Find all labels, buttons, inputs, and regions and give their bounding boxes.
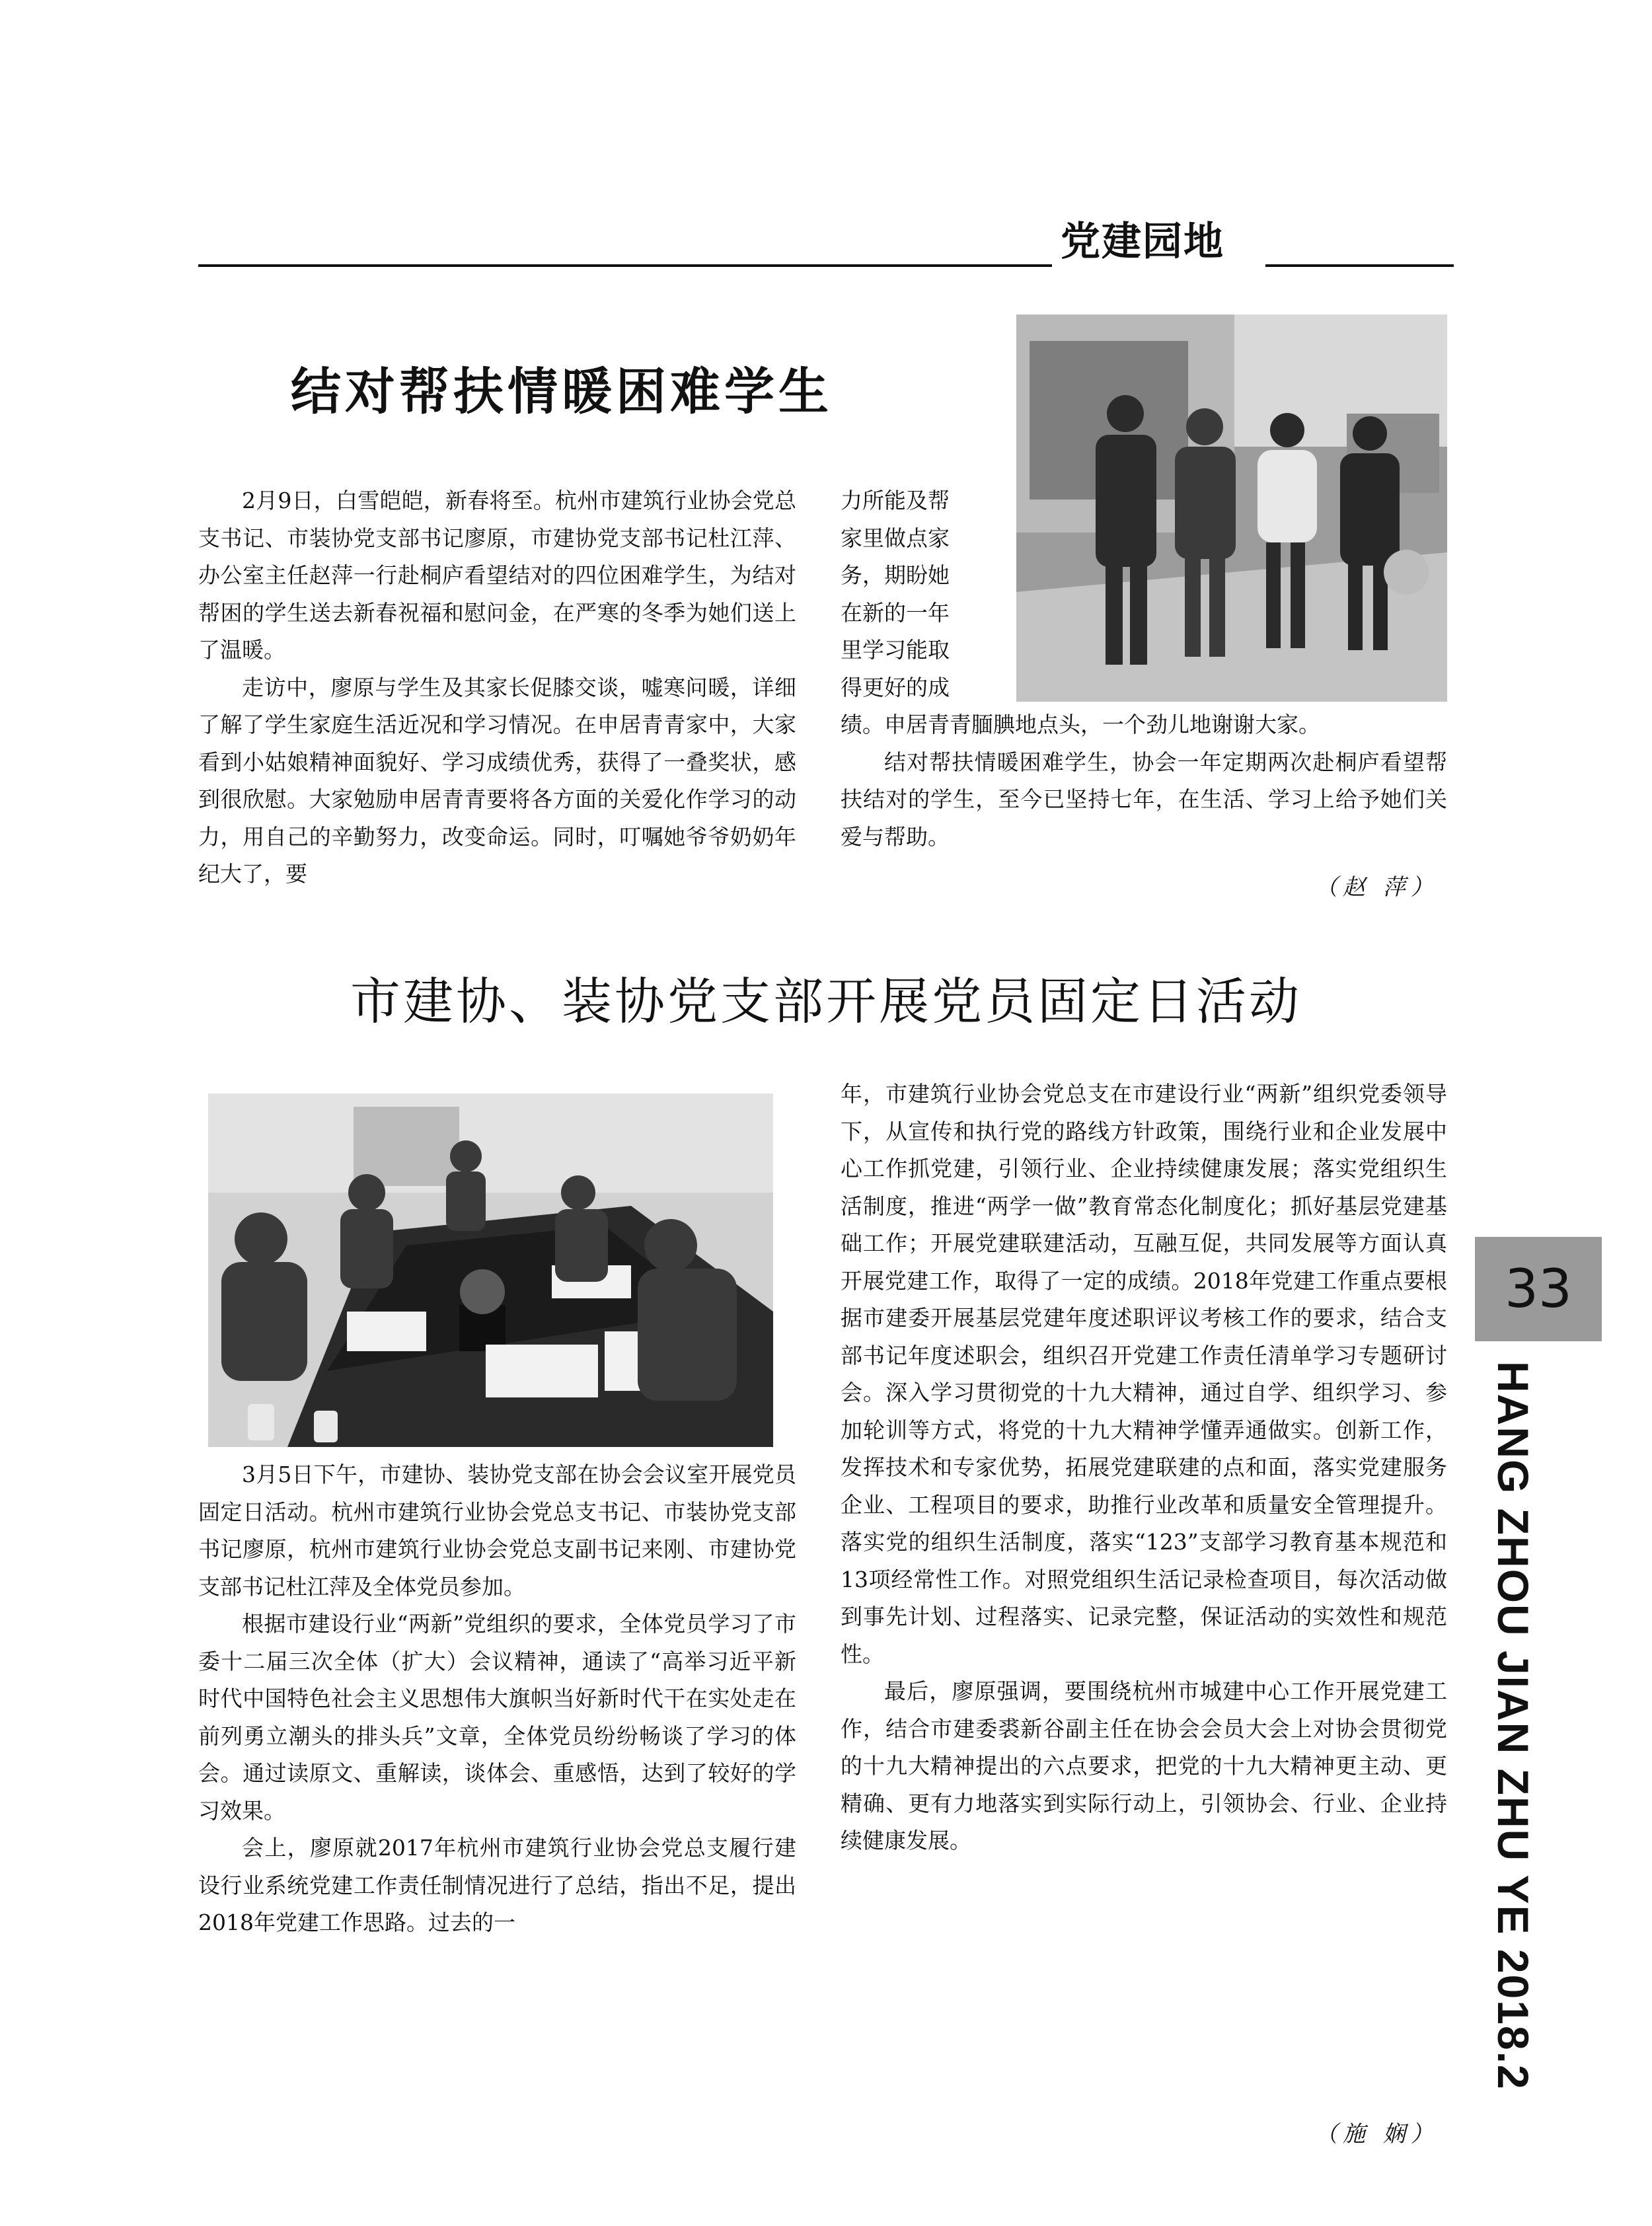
article2-right-column — [841, 1076, 1447, 1860]
article2-paragraph: 3月5日下午，市建协、装协党支部在协会会议室开展党员固定日活动。杭州市建筑行业协会党总支书记、市装协党支部书记廖原，杭州市建筑行业协会党总支副书记来刚、市建协党支部书记杜江萍及全体党员参加。 — [198, 1462, 796, 1600]
article1-paragraph: 结对帮扶情暖困难学生，协会一年定期两次赴桐庐看望帮扶结对的学生，至今已坚持七年，在生活、学习上给予她们关爱与帮助。 — [841, 749, 1447, 850]
article2-title: 市建协、装协党支部开展党员固定日活动 — [350, 972, 1302, 1031]
article1-wrap-line: 里学习能取 — [841, 637, 950, 663]
article1-paragraph: 走访中，廖原与学生及其家长促膝交谈，嘘寒问暖，详细了解了学生家庭生活近况和学习情况。在申居青青家中，大家看到小姑娘精神面貌好、学习成绩优秀，获得了一叠奖状，感到很欣慰。大家勉励申居青青要将各方面的关爱化作学习的动力，用自己的辛勤努力，改变命运。同时，叮嘱她爷爷奶奶年纪大了，要 — [198, 674, 796, 887]
article2-paragraph: 年，市建筑行业协会党总支在市建设行业“两新”组织党委领导下，从宣传和执行党的路线方针政策，围绕行业和企业发展中心工作抓党建，引领行业、企业持续健康发展；落实党组织生活制度，推进“两学一做”教育常态化制度化；抓好基层党建基础工作；开展党建联建活动，互融互促，共同发展等方面认真开展党建工作，取得了一定的成绩。2018年党建工作重点要根据市建委开展基层党建年度述职评议考核工作的要求，结合支部书记年度述职会，组织召开党建工作责任清单学习专题研讨会。深入学习贯彻党的十九大精神，通过自学、组织学习、参加轮训等方式，将党的十九大精神学懂弄通做实。创新工作，发挥技术和专家优势，拓展党建联建的点和面，落实党建服务企业、工程项目的要求，助推行业改革和质量安全管理提升。落实党的组织生活制度，落实“123”支部学习教育基本规范和13项经常性工作。对照党组织生活记录检查项目，每次活动做到事先计划、过程落实、记录完整，保证活动的实效性和规范性。 — [841, 1081, 1447, 1667]
article2-byline: （施 娴） — [1315, 2121, 1439, 2147]
article1-wrap-line: 家里做点家 — [841, 525, 950, 551]
header-rule-right — [1265, 264, 1454, 267]
article1-wrap-column — [841, 482, 1006, 706]
journal-name-vertical — [1480, 1361, 1599, 2091]
section-label: 党建园地 — [1061, 219, 1224, 265]
article2-paragraph: 根据市建设行业“两新”党组织的要求，全体党员学习了市委十二届三次全体（扩大）会议精神，通读了“高举习近平新时代中国特色社会主义思想伟大旗帜当好新时代干在实处走在前列勇立潮头的排头兵”文章，全体党员纷纷畅谈了学习的体会。通过读原文、重解读，谈体会、重感悟，达到了较好的学习效果。 — [198, 1611, 796, 1824]
article1-byline: （赵 萍） — [1315, 874, 1439, 901]
article1-title: 结对帮扶情暖困难学生 — [291, 362, 833, 421]
article2-left-column — [198, 1456, 796, 1942]
article1-right-column — [841, 706, 1447, 856]
article2-paragraph: 最后，廖原强调，要围绕杭州市城建中心工作开展党建工作，结合市建委裘新谷副主任在协会会员大会上对协会贯彻党的十九大精神提出的六点要求，把党的十九大精神更主动、更精确、更有力地落实到实际行动上，引领协会、行业、企业持续健康发展。 — [841, 1678, 1447, 1853]
article2-paragraph: 会上，廖原就2017年杭州市建筑行业协会党总支履行建设行业系统党建工作责任制情况进行了总结，指出不足，提出2018年党建工作思路。过去的一 — [198, 1835, 796, 1935]
article1-left-column — [198, 482, 796, 893]
article1-wrap-line: 务，期盼她 — [841, 562, 950, 588]
article1-wrap-line: 得更好的成 — [841, 674, 950, 700]
article1-wrap-line: 在新的一年 — [841, 599, 950, 626]
article1-paragraph: 绩。申居青青腼腆地点头，一个劲儿地谢谢大家。 — [841, 712, 1320, 737]
group-photo-illustration — [1016, 315, 1447, 702]
journal-name: HANG ZHOU JIAN ZHU YE 2018.2 — [1489, 1361, 1538, 2091]
header-rule-left — [198, 264, 1052, 267]
meeting-photo-illustration — [208, 1094, 773, 1447]
article2-photo — [208, 1094, 773, 1447]
article1-wrap-line: 力所能及帮 — [841, 488, 950, 513]
article1-paragraph: 2月9日，白雪皑皑，新春将至。杭州市建筑行业协会党总支书记、市装协党支部书记廖原，市建协党支部书记杜江萍、办公室主任赵萍一行赴桐庐看望结对的四位困难学生，为结对帮困的学生送去新春祝福和慰问金，在严寒的冬季为她们送上了温暖。 — [198, 488, 796, 663]
article1-photo — [1016, 315, 1447, 702]
page-number: 33 — [1475, 1237, 1602, 1341]
